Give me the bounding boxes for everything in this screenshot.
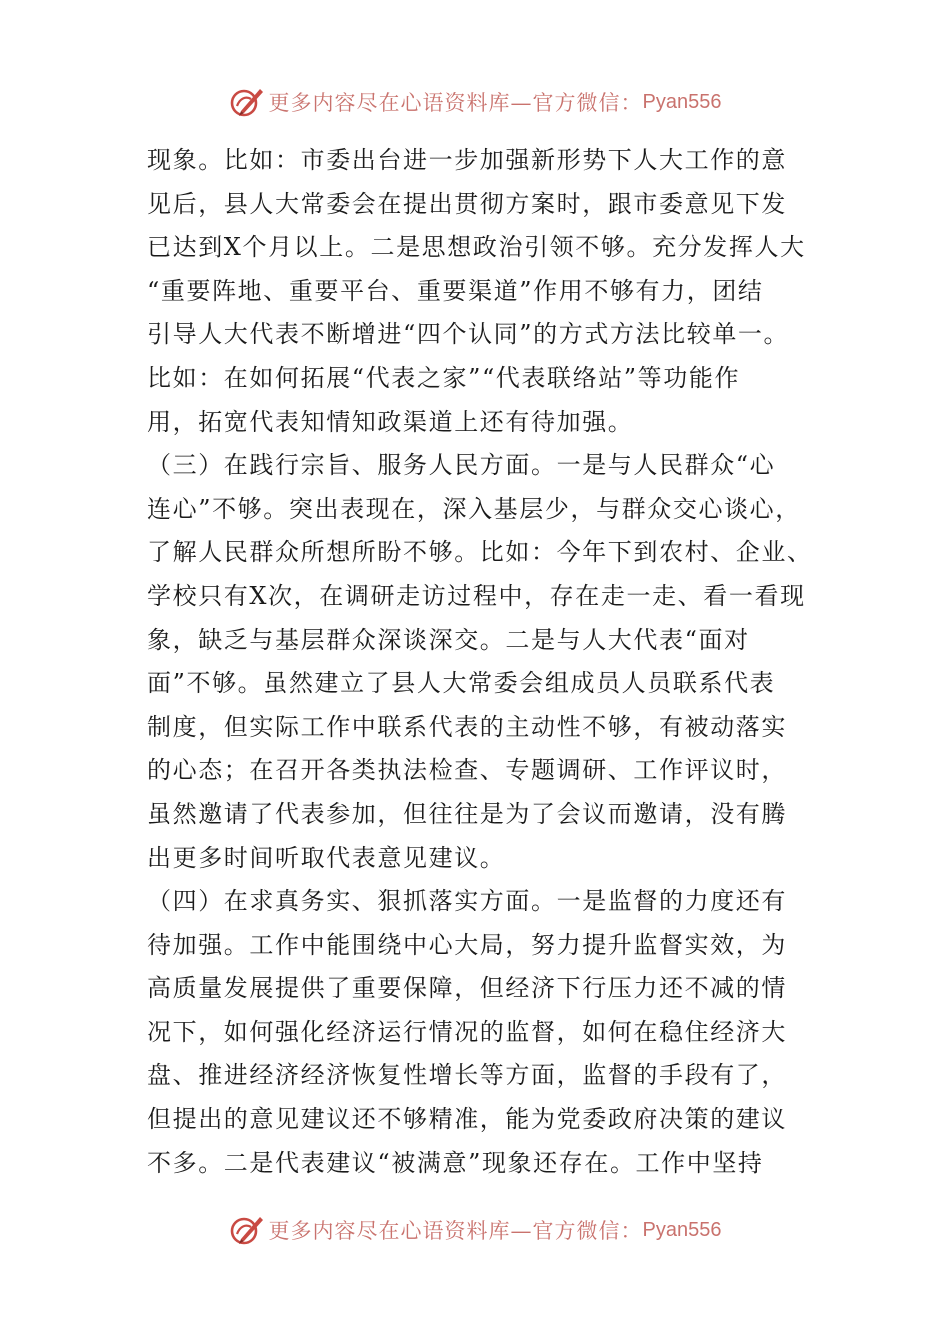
text-line: 高质量发展提供了重要保障，但经济下行压力还不减的情 <box>147 974 787 1003</box>
text-line: 盘、推进经济经济恢复性增长等方面，监督的手段有了， <box>147 1061 787 1090</box>
section-heading-line: （三）在践行宗旨、服务人民方面。一是与人民群众“心 <box>147 451 776 480</box>
text-line: 学校只有X次，在调研走访过程中，存在走一走、看一看现 <box>147 581 806 610</box>
footer-banner-text: 更多内容尽在心语资料库—官方微信： <box>268 1219 643 1243</box>
text-line: 已达到X个月以上。二是思想政治引领不够。充分发挥人大 <box>147 233 806 262</box>
text-line: 比如：在如何拓展“代表之家”“代表联络站”等功能作 <box>147 363 741 392</box>
text-line: 不多。二是代表建议“被满意”现象还存在。工作中坚持 <box>147 1148 764 1177</box>
text-line: 了解人民群众所想所盼不够。比如：今年下到农村、企业、 <box>147 538 813 567</box>
text-line: 现象。比如：市委出台进一步加强新形势下人大工作的意 <box>147 146 787 174</box>
text-line: 况下，如何强化经济运行情况的监督，如何在稳住经济大 <box>147 1017 787 1046</box>
text-line: 连心”不够。突出表现在，深入基层少，与群众交心谈心， <box>147 494 801 523</box>
pen-seal-logo-icon <box>229 1212 265 1248</box>
text-line: 面”不够。虽然建立了县人大常委会组成员人员联系代表 <box>147 669 776 698</box>
text-line: 引导人大代表不断增进“四个认同”的方式方法比较单一。 <box>147 320 790 349</box>
text-line: 制度，但实际工作中联系代表的主动性不够，有被动落实 <box>147 712 787 741</box>
document-body <box>147 139 817 1185</box>
footer-banner-id: Pyan556 <box>642 1218 722 1241</box>
text-line: 见后，县人大常委会在提出贯彻方案时，跟市委意见下发 <box>147 189 787 218</box>
text-line: “重要阵地、重要平台、重要渠道”作用不够有力，团结 <box>147 276 764 305</box>
text-line: 的心态；在召开各类执法检查、专题调研、工作评议时， <box>147 756 787 785</box>
section-heading-line: （四）在求真务实、狠抓落实方面。一是监督的力度还有 <box>147 887 787 916</box>
pen-seal-logo-icon <box>229 84 265 120</box>
text-line: 待加强。工作中能围绕中心大局，努力提升监督实效，为 <box>147 930 787 959</box>
text-line: 但提出的意见建议还不够精准，能为党委政府决策的建议 <box>147 1105 787 1134</box>
header-banner-text: 更多内容尽在心语资料库—官方微信： <box>268 91 643 115</box>
text-line: 虽然邀请了代表参加，但往往是为了会议而邀请，没有腾 <box>147 799 787 828</box>
footer-banner <box>0 1210 950 1250</box>
text-line: 象，缺乏与基层群众深谈深交。二是与人大代表“面对 <box>147 625 750 654</box>
text-line: 用，拓宽代表知情知政渠道上还有待加强。 <box>147 407 634 436</box>
header-banner <box>0 82 950 122</box>
text-line: 出更多时间听取代表意见建议。 <box>147 843 506 872</box>
header-banner-id: Pyan556 <box>642 90 722 113</box>
